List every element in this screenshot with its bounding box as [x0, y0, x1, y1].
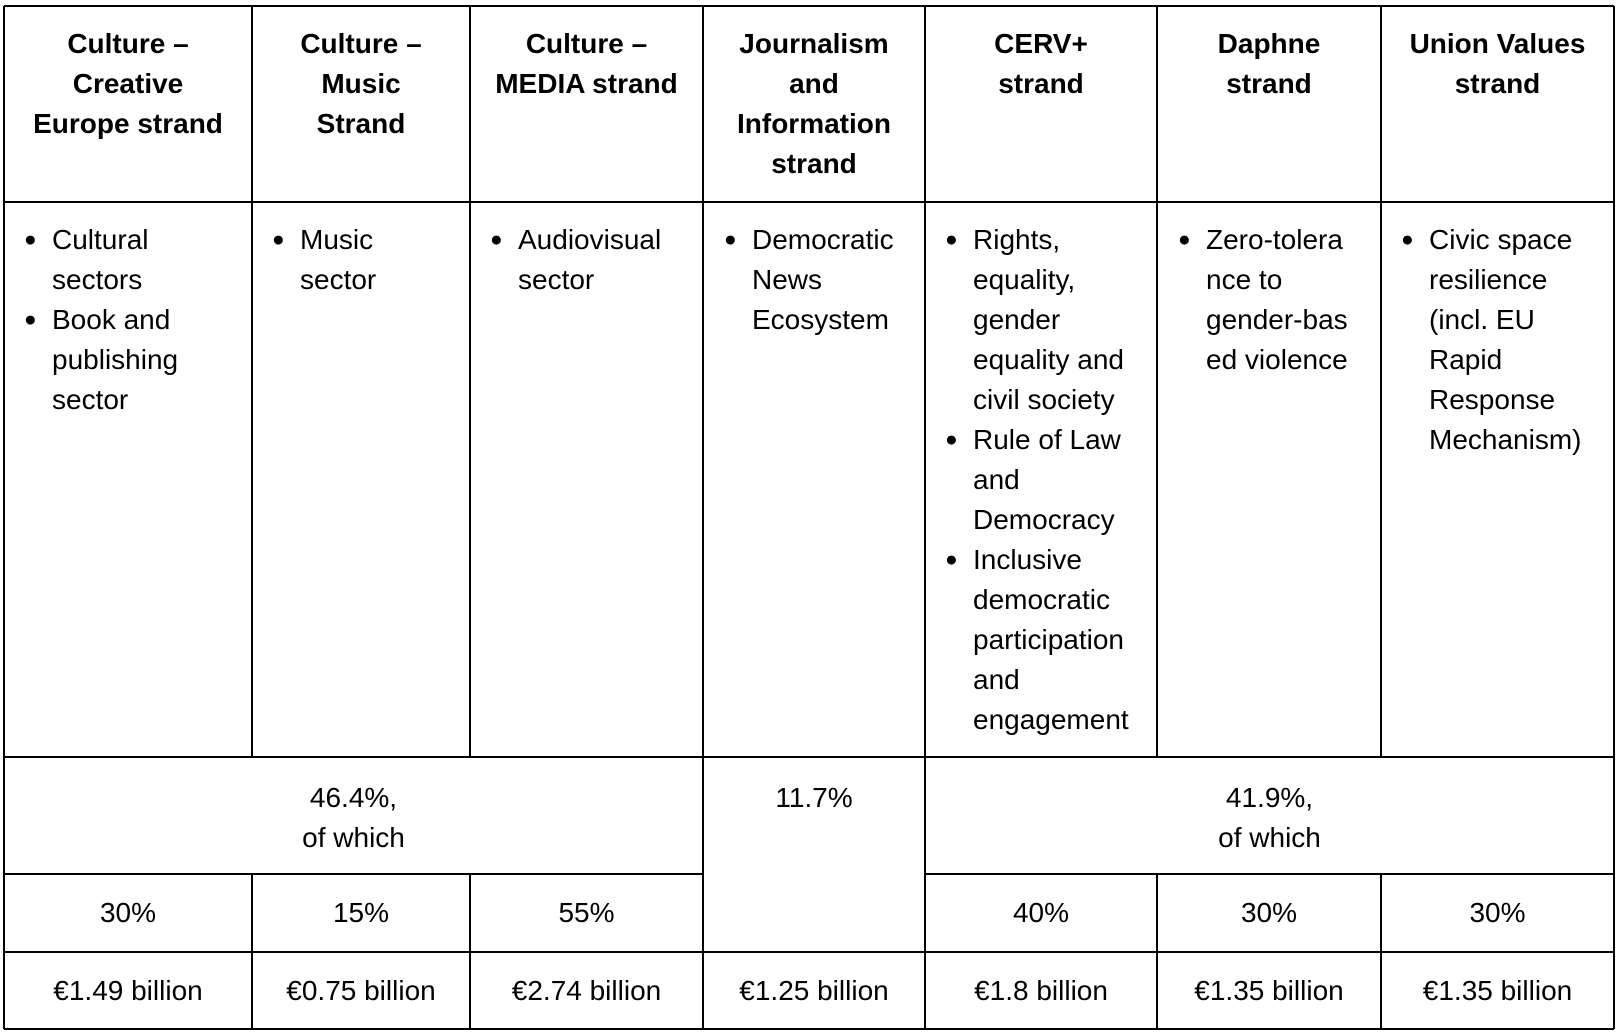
list-item: ● Civic space resilience (incl. EU Rapid Response Mechanism)	[1401, 220, 1614, 460]
amount-culture-creative-europe: €1.49 billion	[53, 975, 203, 1006]
total-journalism: 11.7%	[775, 782, 853, 813]
topics-cerv	[945, 220, 1157, 740]
list-item: ● Book and publishing sector	[24, 300, 252, 420]
topics-culture-music	[272, 220, 470, 300]
list-item: ● Cultural sectors	[24, 220, 252, 300]
header-daphne: Daphne strand	[1217, 28, 1321, 99]
amount-journalism: €1.25 billion	[739, 975, 889, 1006]
total-values: 41.9%, of which	[1218, 782, 1321, 853]
share-culture-media: 55%	[558, 897, 615, 928]
list-item: ● Inclusive democratic participation and engagement	[945, 540, 1157, 740]
header-culture-media: Culture – MEDIA strand	[495, 28, 678, 99]
list-item: ● Music sector	[272, 220, 470, 300]
share-union-values: 30%	[1469, 897, 1526, 928]
list-item: ● Democratic News Ecosystem	[724, 220, 925, 340]
list-item: ● Rule of Law and Democracy	[945, 420, 1157, 540]
header-cerv: CERV+ strand	[994, 28, 1088, 99]
amount-culture-music: €0.75 billion	[286, 975, 436, 1006]
topics-union-values	[1401, 220, 1614, 460]
header-journalism: Journalism and Information strand	[737, 28, 891, 179]
amount-culture-media: €2.74 billion	[511, 975, 662, 1006]
topics-daphne	[1178, 220, 1381, 380]
header-culture-creative-europe: Culture – Creative Europe strand	[33, 28, 223, 139]
topics-culture-media	[490, 220, 703, 300]
header-culture-music: Culture – Music Strand	[300, 28, 422, 139]
header-union-values: Union Values strand	[1409, 28, 1586, 99]
total-culture: 46.4%, of which	[302, 782, 405, 853]
list-item: ● Audiovisual sector	[490, 220, 703, 300]
amount-cerv: €1.8 billion	[974, 975, 1108, 1006]
share-culture-music: 15%	[332, 897, 390, 928]
share-daphne: 30%	[1240, 897, 1298, 928]
list-item: ● Rights, equality, gender equality and civil society	[945, 220, 1157, 420]
topics-journalism	[724, 220, 925, 340]
share-culture-creative-europe: 30%	[99, 897, 157, 928]
amount-daphne: €1.35 billion	[1194, 975, 1344, 1006]
amount-union-values: €1.35 billion	[1422, 975, 1573, 1006]
list-item: ● Zero-tolera nce to gender-bas ed violence	[1178, 220, 1381, 380]
topics-culture-creative-europe	[24, 220, 252, 420]
share-cerv: 40%	[1012, 897, 1070, 928]
